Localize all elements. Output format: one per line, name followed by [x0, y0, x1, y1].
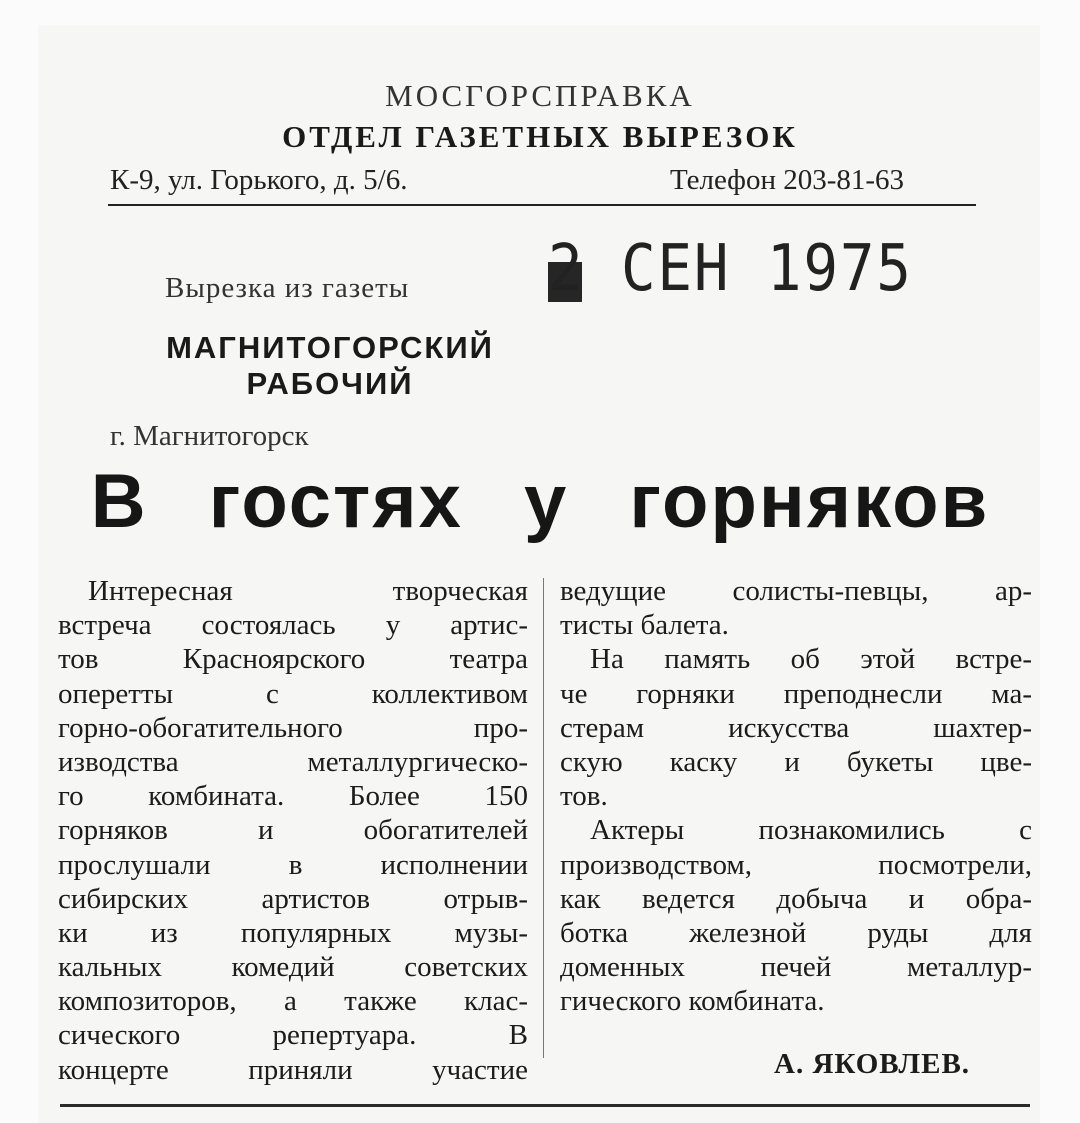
text-line: как ведется добыча и обра- [560, 882, 1032, 915]
text-line: тов. [560, 780, 608, 813]
text-line: сического репертуара. В [58, 1019, 528, 1052]
text-line: тисты балета. [560, 609, 729, 642]
phone-number: Телефон 203-81-63 [670, 164, 905, 196]
text-line: изводства металлургическо- [58, 745, 528, 778]
bottom-divider [60, 1104, 1030, 1107]
text-line: ки из популярных музы- [58, 916, 528, 949]
date-stamp: 2 СЕН 1975 [548, 232, 913, 306]
text-line: встреча состоялась у артис- [58, 609, 528, 642]
org-name: МОСГОРСПРАВКА [385, 78, 695, 113]
text-line: ботка железной руды для [560, 916, 1032, 949]
text-line: го комбината. Более 150 [58, 780, 528, 813]
article-column-left [58, 574, 528, 1087]
text-line: На память об этой встре- [590, 643, 1032, 676]
text-line: че горняки преподнесли ма- [560, 677, 1032, 710]
text-line: гического комбината. [560, 985, 825, 1018]
newspaper-city: г. Магнитогорск [110, 420, 309, 452]
newspaper-name-line1: МАГНИТОГОРСКИЙ [166, 330, 494, 365]
header-divider [108, 204, 976, 206]
text-line: сибирских артистов отрыв- [58, 882, 528, 915]
text-line: ведущие солисты-певцы, ар- [560, 575, 1032, 607]
text-line: концерте приняли участие [58, 1053, 528, 1086]
text-line: прослушали в исполнении [58, 848, 528, 881]
column-divider [543, 578, 544, 1058]
text-line: кальных комедий советских [58, 951, 528, 984]
text-line: тов Красноярского театра [58, 643, 528, 676]
article-byline: А. ЯКОВЛЕВ. [774, 1048, 971, 1080]
newspaper-name-line2: РАБОЧИЙ [246, 366, 414, 401]
department-name: ОТДЕЛ ГАЗЕТНЫХ ВЫРЕЗОК [282, 119, 798, 154]
clipping-label: Вырезка из газеты [165, 272, 410, 304]
text-line: горно-обогатительного про- [58, 711, 528, 744]
text-line: Интересная творческая [88, 575, 528, 607]
text-line: стерам искусства шахтер- [560, 711, 1032, 744]
text-line: доменных печей металлур- [560, 951, 1032, 984]
text-line: производством, посмотрели, [560, 848, 1032, 881]
text-line: скую каску и букеты цве- [560, 745, 1032, 778]
article-headline: В гостях у горняков [90, 459, 990, 544]
article-column-right [560, 574, 1032, 1018]
text-line: горняков и обогатителей [58, 814, 528, 847]
text-line: оперетты с коллективом [58, 677, 528, 710]
address: К-9, ул. Горького, д. 5/6. [110, 164, 408, 196]
text-line: Актеры познакомились с [590, 814, 1032, 847]
newspaper-name [120, 330, 540, 402]
text-line: композиторов, а также клас- [58, 985, 528, 1018]
